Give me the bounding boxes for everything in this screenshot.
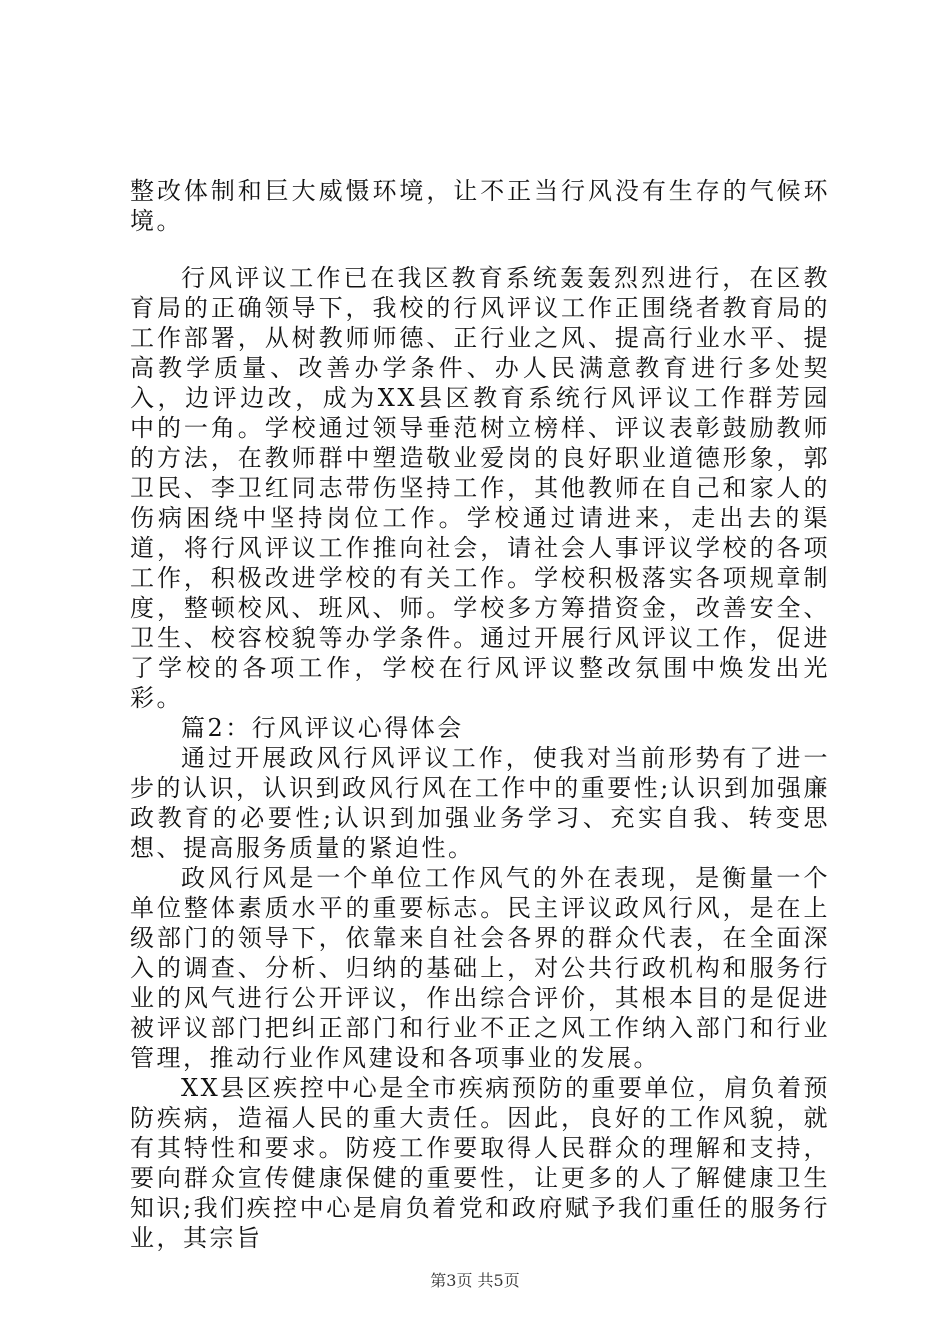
paragraph-school-review: 行风评议工作已在我区教育系统轰轰烈烈进行，在区教育局的正确领导下，我校的行风评议工作正围绕者教育局的工作部署，从树教师师德、正行业之风、提高行业水平、提高教学质量、改善办学条件、办人民满意教育进行多处契入，边评边改，成为XX县区教育系统行风评议工作群芳园中的一角。学校通过领导垂范树立榜样、评议表彰鼓励教师的方法，在教师群中塑造敬业爱岗的良好职业道德形象，郭卫民、李卫红同志带伤坚持工作，其他教师在自己和家人的伤病困绕中坚持岗位工作。学校通过请进来，走出去的渠道，将行风评议工作推向社会，请社会人事评议学校的各项工作，积极改进学校的有关工作。学校积极落实各项规章制度，整顿校风、班风、师。学校多方筹措资金，改善安全、卫生、校容校貌等办学条件。通过开展行风评议工作，促进了学校的各项工作，学校在行风评议整改氛围中焕发出光彩。 (130, 264, 830, 712)
paragraph-definition: 政风行风是一个单位工作风气的外在表现，是衡量一个单位整体素质水平的重要标志。民主评议政风行风，是在上级部门的领导下，依靠来自社会各界的群众代表，在全面深入的调查、分析、归纳的基础上，对公共行政机构和服务行业的风气进行公开评议，作出综合评价，其根本目的是促进被评议部门把纠正部门和行业不正之风工作纳入部门和行业管理，推动行业作风建设和各项事业的发展。 (130, 864, 830, 1072)
paragraph-continuation: 整改体制和巨大威慑环境，让不正当行风没有生存的气候环境。 (130, 177, 830, 235)
document-body (130, 176, 830, 1253)
page-number-footer: 第3页 共5页 (430, 1271, 520, 1290)
section-heading: 篇2：行风评议心得体会 (181, 714, 464, 742)
paragraph-cdc: XX县区疾控中心是全市疾病预防的重要单位，肩负着预防疾病，造福人民的重大责任。因此，良好的工作风貌，就有其特性和要求。防疫工作要取得人民群众的理解和支持，要向群众宣传健康保健的重要性，让更多的人了解健康卫生知识;我们疾控中心是肩负着党和政府赋予我们重任的服务行业，其宗旨 (130, 1074, 830, 1252)
paragraph-awareness: 通过开展政风行风评议工作，使我对当前形势有了进一步的认识，认识到政风行风在工作中的重要性;认识到加强廉政教育的必要性;认识到加强业务学习、充实自我、转变思想、提高服务质量的紧迫性。 (130, 744, 830, 862)
